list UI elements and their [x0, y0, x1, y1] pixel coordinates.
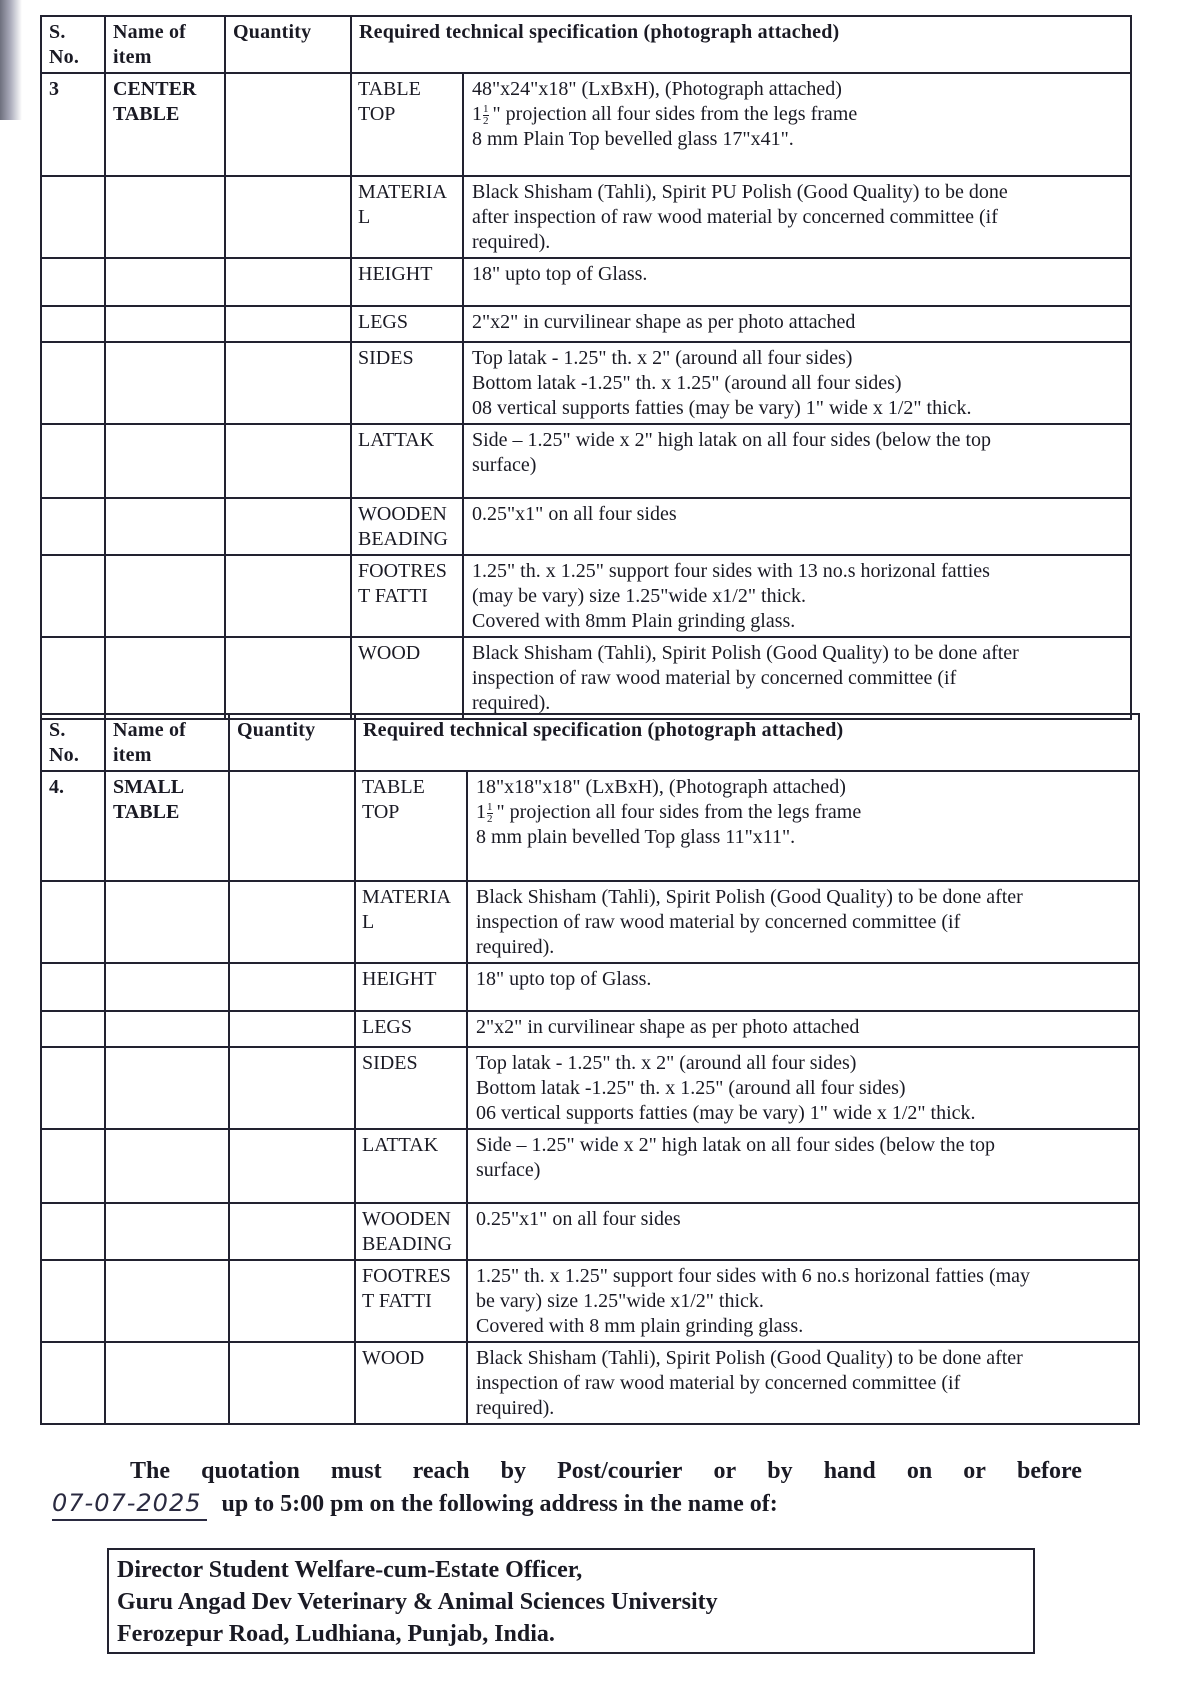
spec-line	[476, 910, 1131, 935]
spec-description-cell	[467, 881, 1139, 963]
item-sno-cell	[41, 73, 105, 176]
item-sno: 4.	[49, 776, 64, 798]
spec-line-text: Black Shisham (Tahli), Spirit Polish (Good Quality) to be done after	[476, 1347, 1023, 1369]
spec-description-cell	[467, 1260, 1139, 1342]
spec-line	[472, 371, 1123, 396]
spec-attribute: T FATTI	[358, 585, 428, 607]
item-name-cell	[105, 306, 225, 342]
spec-line-text: 18" upto top of Glass.	[476, 968, 652, 990]
spec-line	[476, 825, 1131, 850]
spec-line	[476, 1396, 1131, 1421]
item-quantity-cell	[225, 555, 351, 637]
item-quantity-cell	[225, 306, 351, 342]
header-sno-text: No.	[49, 744, 80, 766]
item-sno: 3	[49, 78, 59, 100]
spec-line	[472, 102, 1123, 127]
item-name-cell	[105, 963, 229, 1011]
notice-word: Post/courier	[557, 1458, 683, 1484]
spec-line-text: Black Shisham (Tahli), Spirit Polish (Good Quality) to be done after	[476, 886, 1023, 908]
spec-description-cell	[463, 555, 1131, 637]
spec-description-cell	[467, 771, 1139, 881]
spec-line	[472, 262, 1123, 287]
item-sno-cell	[41, 1342, 105, 1424]
header-sno-text: S.	[49, 719, 66, 741]
spec-attribute: FOOTRES	[362, 1265, 451, 1287]
spec-attribute-cell	[355, 963, 467, 1011]
item-sno-cell	[41, 881, 105, 963]
spec-description-cell	[463, 258, 1131, 306]
spec-attribute-cell	[355, 1047, 467, 1129]
item-quantity-cell	[225, 342, 351, 424]
fraction-numerator: 1	[487, 800, 493, 813]
spec-line-text: Top latak - 1.25" th. x 2" (around all four sides)	[476, 1052, 857, 1074]
spec-row	[41, 342, 1131, 424]
notice-word: reach	[412, 1458, 470, 1484]
spec-line-text: required).	[472, 231, 551, 253]
spec-description-cell	[467, 963, 1139, 1011]
spec-description-cell	[463, 342, 1131, 424]
spec-line-text: surface)	[476, 1159, 541, 1181]
spec-attribute: LATTAK	[362, 1134, 439, 1156]
spec-description-cell	[463, 176, 1131, 258]
handwritten-deadline-date: 07-07-2025	[52, 1487, 207, 1521]
spec-attribute-cell	[351, 342, 463, 424]
item-sno-cell	[41, 1047, 105, 1129]
spec-row	[41, 306, 1131, 342]
spec-attribute-cell	[351, 498, 463, 555]
spec-line-text: 8 mm plain bevelled Top glass 11"x11".	[476, 826, 796, 848]
spec-line	[472, 584, 1123, 609]
notice-line-2	[52, 1487, 1082, 1521]
spec-attribute: HEIGHT	[362, 968, 437, 990]
item-name-cell	[105, 1260, 229, 1342]
spec-description-cell	[467, 1129, 1139, 1203]
spec-line-text: inspection of raw wood material by concerned committee (if	[476, 1372, 961, 1394]
spec-line-text: 0.25"x1" on all four sides	[472, 503, 677, 525]
item-sno-cell	[41, 555, 105, 637]
spec-description-cell	[463, 73, 1131, 176]
spec-attribute-cell	[351, 555, 463, 637]
header-sno-text: S.	[49, 21, 66, 43]
spec-line	[476, 1314, 1131, 1339]
spec-line	[472, 428, 1123, 453]
address-line: Ferozepur Road, Ludhiana, Punjab, India.	[117, 1621, 555, 1647]
spec-line	[476, 1207, 1131, 1232]
spec-attribute: WOOD	[358, 642, 421, 664]
spec-line	[476, 967, 1131, 992]
spec-line-text: 2"x2" in curvilinear shape as per photo attached	[476, 1016, 860, 1038]
item-quantity-cell	[225, 258, 351, 306]
spec-line-text: Bottom latak -1.25" th. x 1.25" (around all four sides)	[472, 372, 902, 394]
header-quantity: Quantity	[225, 16, 351, 73]
header-name-text: Name of	[113, 21, 187, 43]
notice-word: quotation	[201, 1458, 300, 1484]
item-quantity-cell	[229, 1011, 355, 1047]
spec-description-cell	[463, 424, 1131, 498]
item-name-cell	[105, 498, 225, 555]
spec-line-text: 18" upto top of Glass.	[472, 263, 648, 285]
item-sno-cell	[41, 1203, 105, 1260]
header-sno-text: No.	[49, 46, 80, 68]
spec-attribute: TOP	[358, 103, 396, 125]
spec-attribute-cell	[351, 637, 463, 719]
table-header-row	[41, 16, 1131, 73]
spec-line-text: (may be vary) size 1.25"wide x1/2" thick.	[472, 585, 807, 607]
spec-description-cell	[467, 1047, 1139, 1129]
spec-row	[41, 1047, 1139, 1129]
spec-row	[41, 881, 1139, 963]
spec-line	[472, 666, 1123, 691]
item-quantity-cell	[229, 1047, 355, 1129]
spec-line	[476, 1101, 1131, 1126]
item-name: TABLE	[113, 103, 180, 125]
item-name-cell	[105, 881, 229, 963]
spec-attribute: L	[358, 206, 371, 228]
spec-attribute: BEADING	[358, 528, 448, 550]
spec-attribute: L	[362, 911, 375, 933]
spec-line-text: be vary) size 1.25"wide x1/2" thick.	[476, 1290, 764, 1312]
header-quantity: Quantity	[229, 714, 355, 771]
spec-row	[41, 498, 1131, 555]
address-line: Guru Angad Dev Veterinary & Animal Sciences University	[117, 1589, 718, 1615]
spec-line-text: required).	[472, 692, 551, 714]
spec-attribute-cell	[355, 1011, 467, 1047]
item-name-cell	[105, 771, 229, 881]
item-quantity-cell	[229, 771, 355, 881]
spec-attribute: BEADING	[362, 1233, 452, 1255]
notice-line-2-text: up to 5:00 pm on the following address in the name of:	[221, 1491, 778, 1517]
item-quantity-cell	[229, 1203, 355, 1260]
spec-line-text: Side – 1.25" wide x 2" high latak on all four sides (below the top	[472, 429, 992, 451]
spec-line-text: projection all four sides from the legs frame	[509, 801, 862, 823]
item-name-cell	[105, 73, 225, 176]
item-sno-cell	[41, 1129, 105, 1203]
spec-line-text: 06 vertical supports fatties (may be vary) 1" wide x 1/2" thick.	[476, 1102, 976, 1124]
spec-line-text: projection all four sides from the legs frame	[505, 103, 858, 125]
header-name-of-item	[105, 714, 229, 771]
notice-word: The	[130, 1458, 171, 1484]
item-name-cell	[105, 1342, 229, 1424]
spec-line	[472, 502, 1123, 527]
spec-attribute-cell	[355, 771, 467, 881]
spec-line	[472, 609, 1123, 634]
spec-attribute: WOOD	[362, 1347, 425, 1369]
notice-word: hand	[823, 1458, 876, 1484]
spec-line-text: 48"x24"x18" (LxBxH), (Photograph attached)	[472, 78, 842, 100]
notice-word: before	[1017, 1458, 1082, 1484]
spec-attribute: T FATTI	[362, 1290, 432, 1312]
spec-line	[476, 1133, 1131, 1158]
spec-line	[472, 453, 1123, 478]
spec-attribute: TOP	[362, 801, 400, 823]
fraction-unit: "	[496, 801, 505, 823]
item-sno-cell	[41, 1260, 105, 1342]
item-name-cell	[105, 176, 225, 258]
address-box	[107, 1548, 1035, 1654]
item-sno-cell	[41, 771, 105, 881]
spec-line	[476, 1289, 1131, 1314]
spec-attribute: MATERIA	[362, 886, 451, 908]
spec-attribute: TABLE	[358, 78, 421, 100]
spec-row	[41, 73, 1131, 176]
header-spec: Required technical specification (photograph attached)	[351, 16, 1131, 73]
item-quantity-cell	[225, 176, 351, 258]
spec-line	[472, 396, 1123, 421]
item-quantity-cell	[229, 1342, 355, 1424]
item-quantity-cell	[225, 498, 351, 555]
spec-line	[472, 230, 1123, 255]
header-sno	[41, 714, 105, 771]
spec-line	[472, 205, 1123, 230]
fraction-numerator: 1	[483, 102, 489, 115]
spec-row	[41, 176, 1131, 258]
item-sno-cell	[41, 424, 105, 498]
notice-word: by	[767, 1458, 793, 1484]
spec-description-cell	[463, 306, 1131, 342]
spec-attribute: FOOTRES	[358, 560, 447, 582]
spec-line-text: Black Shisham (Tahli), Spirit Polish (Good Quality) to be done after	[472, 642, 1019, 664]
spec-attribute-cell	[355, 1342, 467, 1424]
fraction-denominator: 2	[487, 812, 493, 825]
spec-row	[41, 555, 1131, 637]
fraction-whole: 1	[472, 103, 482, 125]
spec-row	[41, 1260, 1139, 1342]
fraction-whole: 1	[476, 801, 486, 823]
spec-attribute: LEGS	[362, 1016, 412, 1038]
header-spec: Required technical specification (photograph attached)	[355, 714, 1139, 771]
spec-attribute: SIDES	[362, 1052, 418, 1074]
spec-line-text: 0.25"x1" on all four sides	[476, 1208, 681, 1230]
scan-edge-shadow	[0, 0, 22, 120]
notice-word: by	[500, 1458, 526, 1484]
spec-attribute-cell	[355, 1129, 467, 1203]
spec-line	[476, 1346, 1131, 1371]
notice-line-1	[52, 1455, 1082, 1487]
header-sno	[41, 16, 105, 73]
spec-line	[472, 641, 1123, 666]
notice-word: must	[330, 1458, 382, 1484]
item-name-cell	[105, 1011, 229, 1047]
item-quantity-cell	[225, 637, 351, 719]
item-sno-cell	[41, 1011, 105, 1047]
spec-line-text: after inspection of raw wood material by concerned committee (if	[472, 206, 998, 228]
submission-notice	[52, 1455, 1082, 1521]
item-name-cell	[105, 1203, 229, 1260]
spec-attribute-cell	[355, 1260, 467, 1342]
spec-attribute: TABLE	[362, 776, 425, 798]
item-name-cell	[105, 1129, 229, 1203]
address-line: Director Student Welfare-cum-Estate Officer,	[117, 1557, 583, 1583]
spec-attribute: LATTAK	[358, 429, 435, 451]
item-sno-cell	[41, 306, 105, 342]
spec-line-text: inspection of raw wood material by concerned committee (if	[472, 667, 957, 689]
item-quantity-cell	[229, 881, 355, 963]
spec-attribute-cell	[351, 258, 463, 306]
spec-row	[41, 1011, 1139, 1047]
spec-attribute: HEIGHT	[358, 263, 433, 285]
spec-description-cell	[463, 498, 1131, 555]
item-quantity-cell	[229, 1260, 355, 1342]
spec-row	[41, 963, 1139, 1011]
spec-line-text: 2"x2" in curvilinear shape as per photo attached	[472, 311, 856, 333]
spec-row	[41, 1203, 1139, 1260]
spec-row	[41, 771, 1139, 881]
spec-description-cell	[467, 1011, 1139, 1047]
spec-line	[476, 935, 1131, 960]
spec-row	[41, 258, 1131, 306]
spec-line-text: required).	[476, 936, 555, 958]
spec-line-text: surface)	[472, 454, 537, 476]
spec-line-text: 18"x18"x18" (LxBxH), (Photograph attached)	[476, 776, 846, 798]
item-name-cell	[105, 424, 225, 498]
item-sno-cell	[41, 498, 105, 555]
header-name-text: item	[113, 46, 152, 68]
spec-line-text: 1.25" th. x 1.25" support four sides with 6 no.s horizonal fatties (may	[476, 1265, 1031, 1287]
spec-row	[41, 1129, 1139, 1203]
item-name: CENTER	[113, 78, 197, 100]
spec-line	[472, 127, 1123, 152]
item-name-cell	[105, 637, 225, 719]
spec-line-text: 08 vertical supports fatties (may be vary) 1" wide x 1/2" thick.	[472, 397, 972, 419]
item-name-cell	[105, 342, 225, 424]
item-quantity-cell	[225, 73, 351, 176]
spec-attribute: LEGS	[358, 311, 408, 333]
spec-line	[472, 310, 1123, 335]
spec-line	[472, 77, 1123, 102]
spec-attribute-cell	[351, 306, 463, 342]
spec-line	[476, 775, 1131, 800]
item-name: SMALL	[113, 776, 185, 798]
spec-table-small-table	[40, 713, 1140, 1425]
spec-attribute: MATERIA	[358, 181, 447, 203]
spec-description-cell	[463, 637, 1131, 719]
spec-line-text: required).	[476, 1397, 555, 1419]
item-sno-cell	[41, 176, 105, 258]
spec-attribute-cell	[355, 1203, 467, 1260]
spec-attribute: SIDES	[358, 347, 414, 369]
item-name-cell	[105, 555, 225, 637]
spec-line-text: Top latak - 1.25" th. x 2" (around all four sides)	[472, 347, 853, 369]
table-header-row	[41, 714, 1139, 771]
item-name-cell	[105, 1047, 229, 1129]
spec-line-text: Covered with 8 mm plain grinding glass.	[476, 1315, 804, 1337]
spec-line	[472, 559, 1123, 584]
item-name-cell	[105, 258, 225, 306]
spec-line	[476, 885, 1131, 910]
spec-attribute-cell	[355, 881, 467, 963]
spec-attribute: WOODEN	[362, 1208, 451, 1230]
fraction-unit: "	[492, 103, 501, 125]
spec-attribute-cell	[351, 424, 463, 498]
spec-line	[476, 1015, 1131, 1040]
spec-line	[472, 346, 1123, 371]
spec-description-cell	[467, 1342, 1139, 1424]
fraction-half	[483, 104, 489, 127]
spec-table-center-table	[40, 15, 1132, 720]
spec-line-text: 8 mm Plain Top bevelled glass 17"x41".	[472, 128, 794, 150]
notice-word: or	[713, 1458, 737, 1484]
spec-line	[476, 1051, 1131, 1076]
notice-word: or	[963, 1458, 986, 1484]
spec-line-text: Black Shisham (Tahli), Spirit PU Polish (Good Quality) to be done	[472, 181, 1008, 203]
spec-line	[476, 800, 1131, 825]
spec-line	[472, 180, 1123, 205]
spec-row	[41, 424, 1131, 498]
spec-line-text: inspection of raw wood material by concerned committee (if	[476, 911, 961, 933]
item-sno-cell	[41, 637, 105, 719]
spec-attribute: WOODEN	[358, 503, 447, 525]
spec-row	[41, 637, 1131, 719]
spec-line-text: Bottom latak -1.25" th. x 1.25" (around all four sides)	[476, 1077, 906, 1099]
item-quantity-cell	[229, 1129, 355, 1203]
item-quantity-cell	[229, 963, 355, 1011]
header-name-of-item	[105, 16, 225, 73]
spec-line	[476, 1076, 1131, 1101]
spec-line-text: 1.25" th. x 1.25" support four sides with 13 no.s horizonal fatties	[472, 560, 990, 582]
spec-row	[41, 1342, 1139, 1424]
spec-line-text: Side – 1.25" wide x 2" high latak on all four sides (below the top	[476, 1134, 996, 1156]
item-name: TABLE	[113, 801, 180, 823]
spec-attribute-cell	[351, 176, 463, 258]
header-name-text: item	[113, 744, 152, 766]
item-sno-cell	[41, 342, 105, 424]
spec-attribute-cell	[351, 73, 463, 176]
spec-line	[476, 1371, 1131, 1396]
spec-line	[476, 1264, 1131, 1289]
notice-word: on	[906, 1458, 933, 1484]
fraction-half	[487, 802, 493, 825]
spec-line	[476, 1158, 1131, 1183]
spec-line-text: Covered with 8mm Plain grinding glass.	[472, 610, 796, 632]
header-name-text: Name of	[113, 719, 187, 741]
fraction-denominator: 2	[483, 114, 489, 127]
item-quantity-cell	[225, 424, 351, 498]
spec-description-cell	[467, 1203, 1139, 1260]
item-sno-cell	[41, 963, 105, 1011]
item-sno-cell	[41, 258, 105, 306]
